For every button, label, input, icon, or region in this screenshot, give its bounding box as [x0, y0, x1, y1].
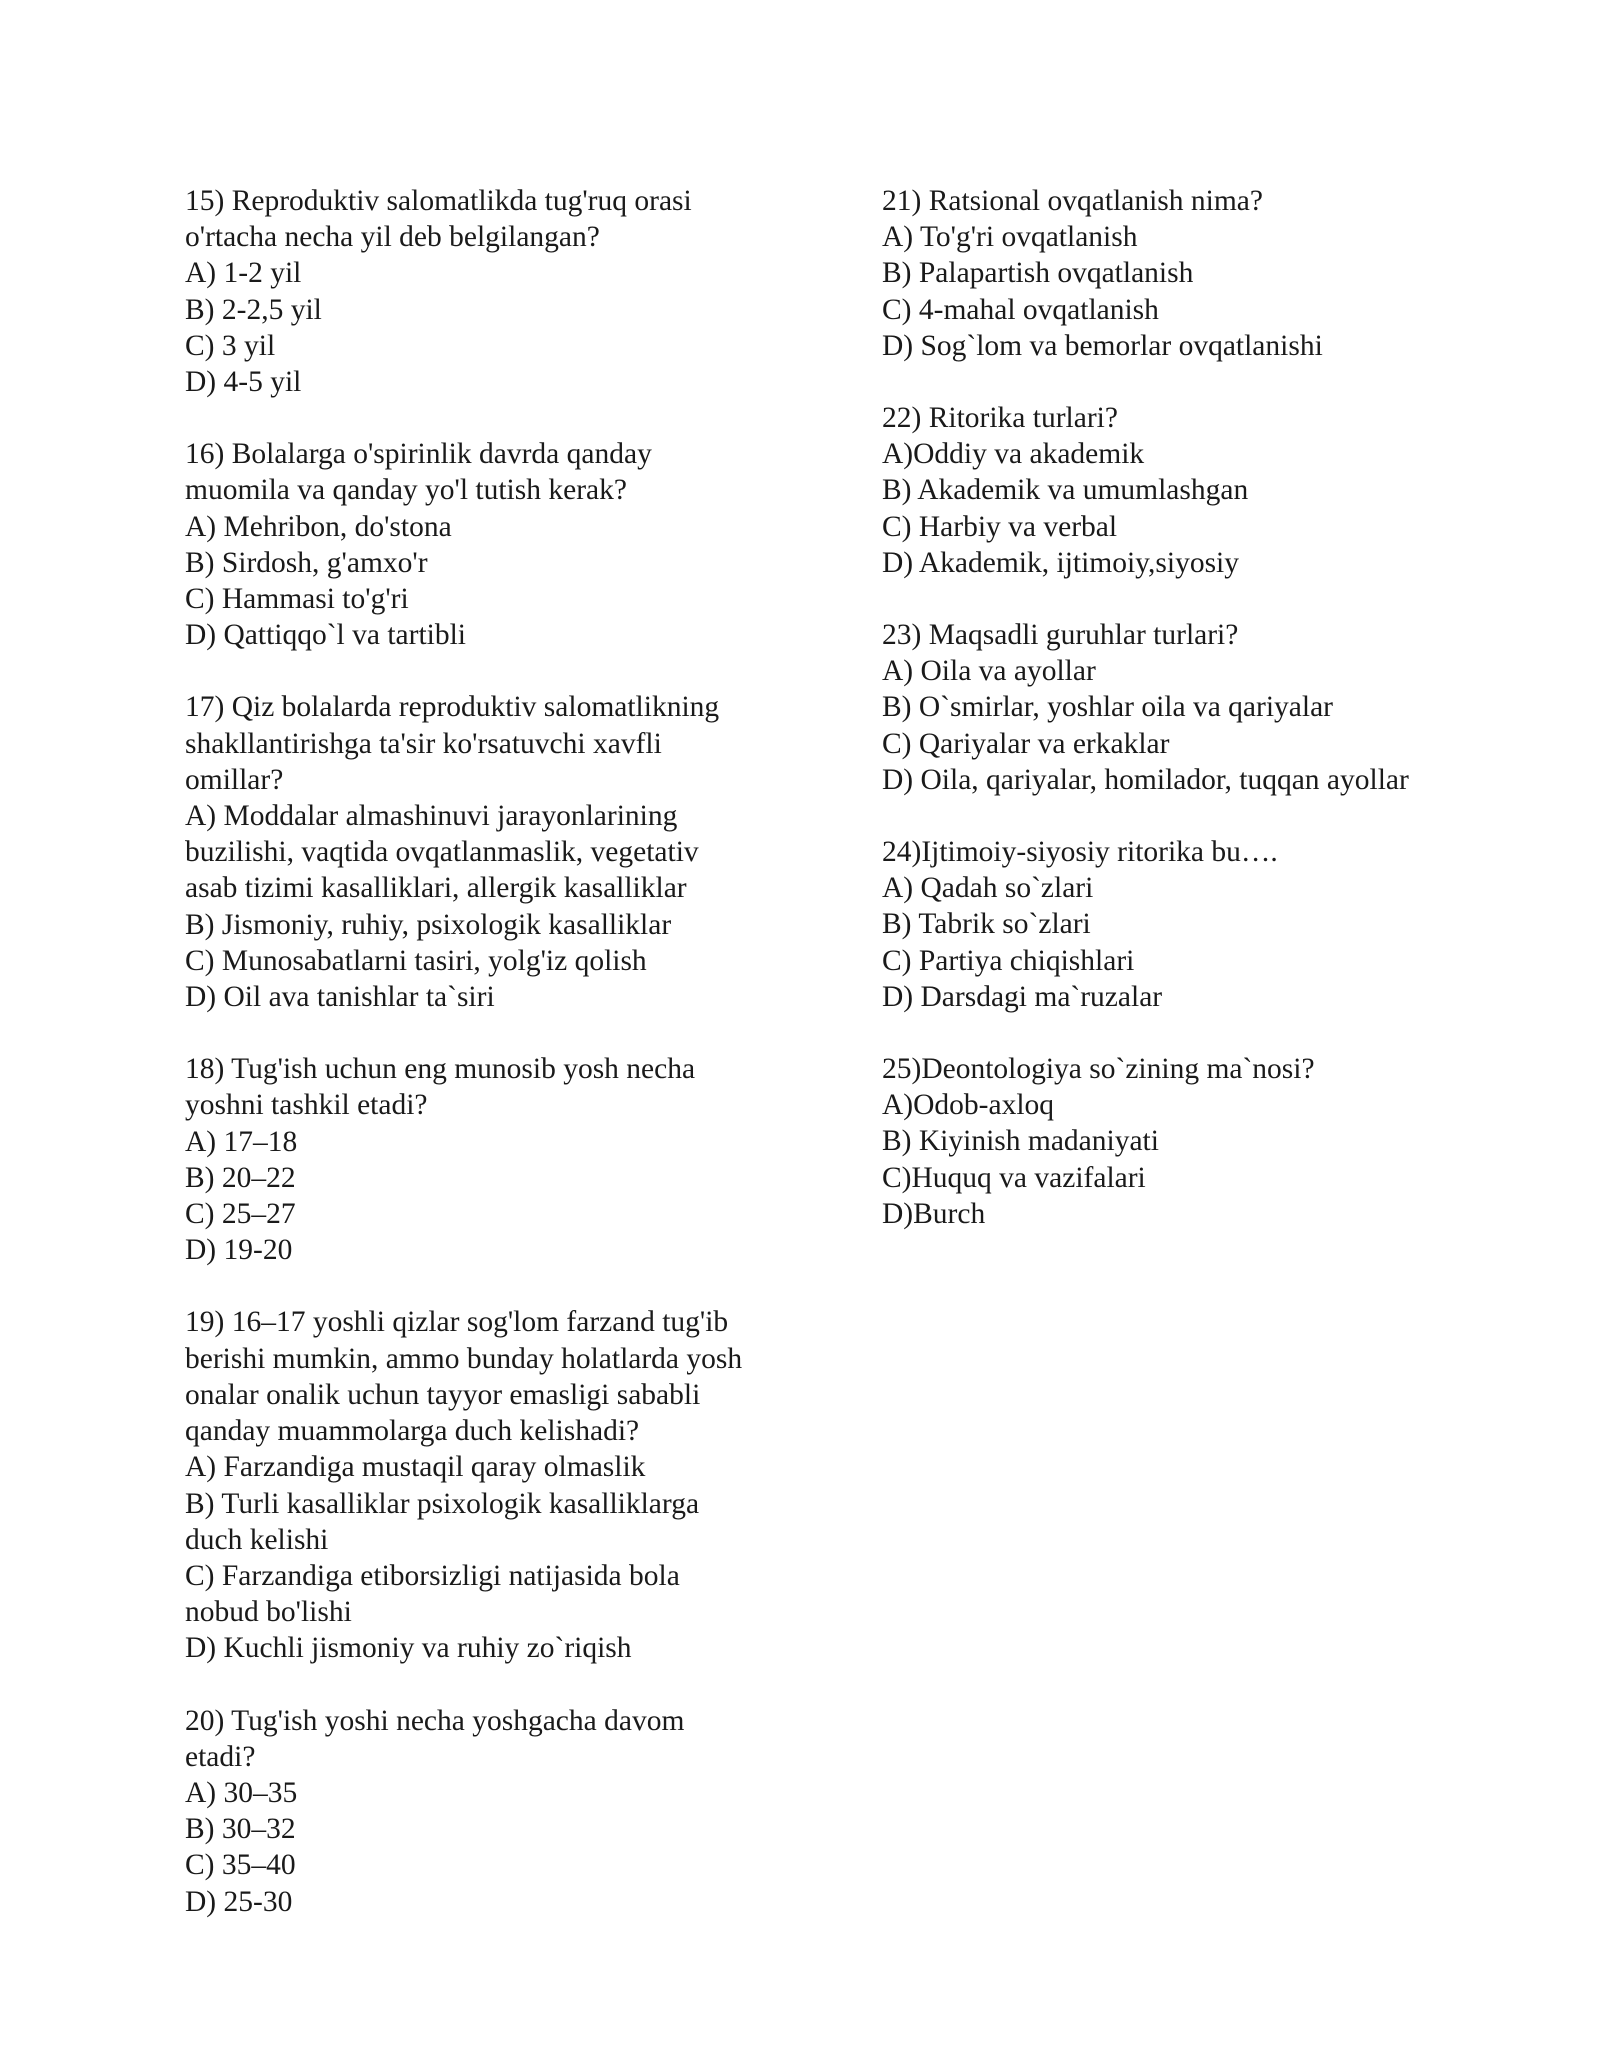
- answer-option: C)Huquq va vazifalari: [882, 1161, 1146, 1194]
- answer-option: A) 30–35: [185, 1776, 298, 1809]
- question-text: shakllantirishga ta'sir ko'rsatuvchi xavfli: [185, 727, 662, 760]
- question-19: [185, 1304, 805, 1666]
- answer-option: D) 25-30: [185, 1885, 293, 1918]
- question-text: 16) Bolalarga o'spirinlik davrda qanday: [185, 438, 652, 471]
- question-text: 19) 16–17 yoshli qizlar sog'lom farzand tug'ib: [185, 1306, 729, 1339]
- answer-option: D) Akademik, ijtimoiy,siyosiy: [882, 546, 1239, 579]
- answer-option: B) Akademik va umumlashgan: [882, 474, 1249, 507]
- answer-option: A) Qadah so`zlari: [882, 872, 1094, 905]
- question-21: [882, 183, 1522, 364]
- question-20: [185, 1703, 805, 1920]
- answer-option: B) Tabrik so`zlari: [882, 908, 1091, 941]
- answer-option: B) 2-2,5 yil: [185, 293, 322, 326]
- answer-option: A) Mehribon, do'stona: [185, 510, 452, 543]
- answer-option: A) Oila va ayollar: [882, 655, 1096, 688]
- question-15: [185, 183, 805, 400]
- answer-option: D)Burch: [882, 1197, 986, 1230]
- question-24: [882, 834, 1522, 1015]
- question-text: o'rtacha necha yil deb belgilangan?: [185, 221, 600, 254]
- answer-option: A) Moddalar almashinuvi jarayonlarining: [185, 800, 678, 833]
- answer-option: B) 20–22: [185, 1161, 296, 1194]
- answer-option: B) Sirdosh, g'amxo'r: [185, 546, 428, 579]
- answer-option: D) Oila, qariyalar, homilador, tuqqan ayollar: [882, 763, 1409, 796]
- answer-option: A)Oddiy va akademik: [882, 438, 1145, 471]
- answer-option: A)Odob-axloq: [882, 1089, 1055, 1122]
- question-text: 22) Ritorika turlari?: [882, 402, 1118, 435]
- question-text: onalar onalik uchun tayyor emasligi sababli: [185, 1378, 701, 1411]
- answer-option: C) 4-mahal ovqatlanish: [882, 293, 1159, 326]
- question-text: 18) Tug'ish uchun eng munosib yosh necha: [185, 1053, 696, 1086]
- question-text: etadi?: [185, 1740, 256, 1773]
- question-16: [185, 436, 805, 653]
- answer-option: B) Jismoniy, ruhiy, psixologik kasalliklar: [185, 908, 672, 941]
- answer-option: C) Partiya chiqishlari: [882, 944, 1135, 977]
- answer-option-continued: asab tizimi kasalliklari, allergik kasalliklar: [185, 872, 687, 905]
- answer-option: D) Kuchli jismoniy va ruhiy zo`riqish: [185, 1632, 632, 1665]
- question-text: berishi mumkin, ammo bunday holatlarda yosh: [185, 1342, 743, 1375]
- answer-option: D) Qattiqqo`l va tartibli: [185, 619, 466, 652]
- question-text: omillar?: [185, 763, 284, 796]
- answer-option: C) Munosabatlarni tasiri, yolg'iz qolish: [185, 944, 647, 977]
- answer-option: B) 30–32: [185, 1813, 296, 1846]
- answer-option: C) 35–40: [185, 1849, 296, 1882]
- question-text: 23) Maqsadli guruhlar turlari?: [882, 619, 1239, 652]
- answer-option: A) 17–18: [185, 1125, 298, 1158]
- answer-option: D) 4-5 yil: [185, 366, 302, 399]
- question-17: [185, 689, 805, 1015]
- question-22: [882, 400, 1522, 581]
- question-text: 20) Tug'ish yoshi necha yoshgacha davom: [185, 1704, 685, 1737]
- answer-option: C) Qariyalar va erkaklar: [882, 727, 1170, 760]
- left-column: [185, 183, 805, 1956]
- answer-option: C) 3 yil: [185, 329, 276, 362]
- answer-option: C) Hammasi to'g'ri: [185, 583, 409, 616]
- question-25: [882, 1051, 1522, 1232]
- right-column: [882, 183, 1522, 1268]
- answer-option: D) Oil ava tanishlar ta`siri: [185, 981, 495, 1014]
- answer-option: D) Sog`lom va bemorlar ovqatlanishi: [882, 329, 1323, 362]
- question-text: 21) Ratsional ovqatlanish nima?: [882, 185, 1263, 217]
- answer-option-continued: buzilishi, vaqtida ovqatlanmaslik, vegetativ: [185, 836, 699, 869]
- answer-option-continued: duch kelishi: [185, 1523, 329, 1556]
- answer-option: C) Farzandiga etiborsizligi natijasida bola: [185, 1559, 680, 1592]
- question-text: 25)Deontologiya so`zining ma`nosi?: [882, 1053, 1315, 1086]
- answer-option: A) To'g'ri ovqatlanish: [882, 221, 1138, 254]
- question-18: [185, 1051, 805, 1268]
- answer-option: B) Kiyinish madaniyati: [882, 1125, 1159, 1158]
- question-text: qanday muammolarga duch kelishadi?: [185, 1415, 640, 1448]
- question-text: 17) Qiz bolalarda reproduktiv salomatlikning: [185, 691, 720, 724]
- answer-option: C) 25–27: [185, 1198, 296, 1231]
- question-23: [882, 617, 1522, 798]
- answer-option: D) Darsdagi ma`ruzalar: [882, 980, 1163, 1013]
- answer-option: D) 19-20: [185, 1234, 293, 1267]
- answer-option: B) Turli kasalliklar psixologik kasalliklarga: [185, 1487, 700, 1520]
- question-text: 24)Ijtimoiy-siyosiy ritorika bu….: [882, 836, 1278, 869]
- answer-option: B) O`smirlar, yoshlar oila va qariyalar: [882, 691, 1333, 724]
- answer-option: C) Harbiy va verbal: [882, 510, 1118, 543]
- question-text: 15) Reproduktiv salomatlikda tug'ruq orasi: [185, 185, 692, 217]
- answer-option: A) Farzandiga mustaqil qaray olmaslik: [185, 1451, 646, 1484]
- question-text: muomila va qanday yo'l tutish kerak?: [185, 474, 627, 507]
- question-text: yoshni tashkil etadi?: [185, 1089, 428, 1122]
- answer-option: B) Palapartish ovqatlanish: [882, 257, 1194, 290]
- answer-option: A) 1-2 yil: [185, 257, 302, 290]
- answer-option-continued: nobud bo'lishi: [185, 1596, 352, 1629]
